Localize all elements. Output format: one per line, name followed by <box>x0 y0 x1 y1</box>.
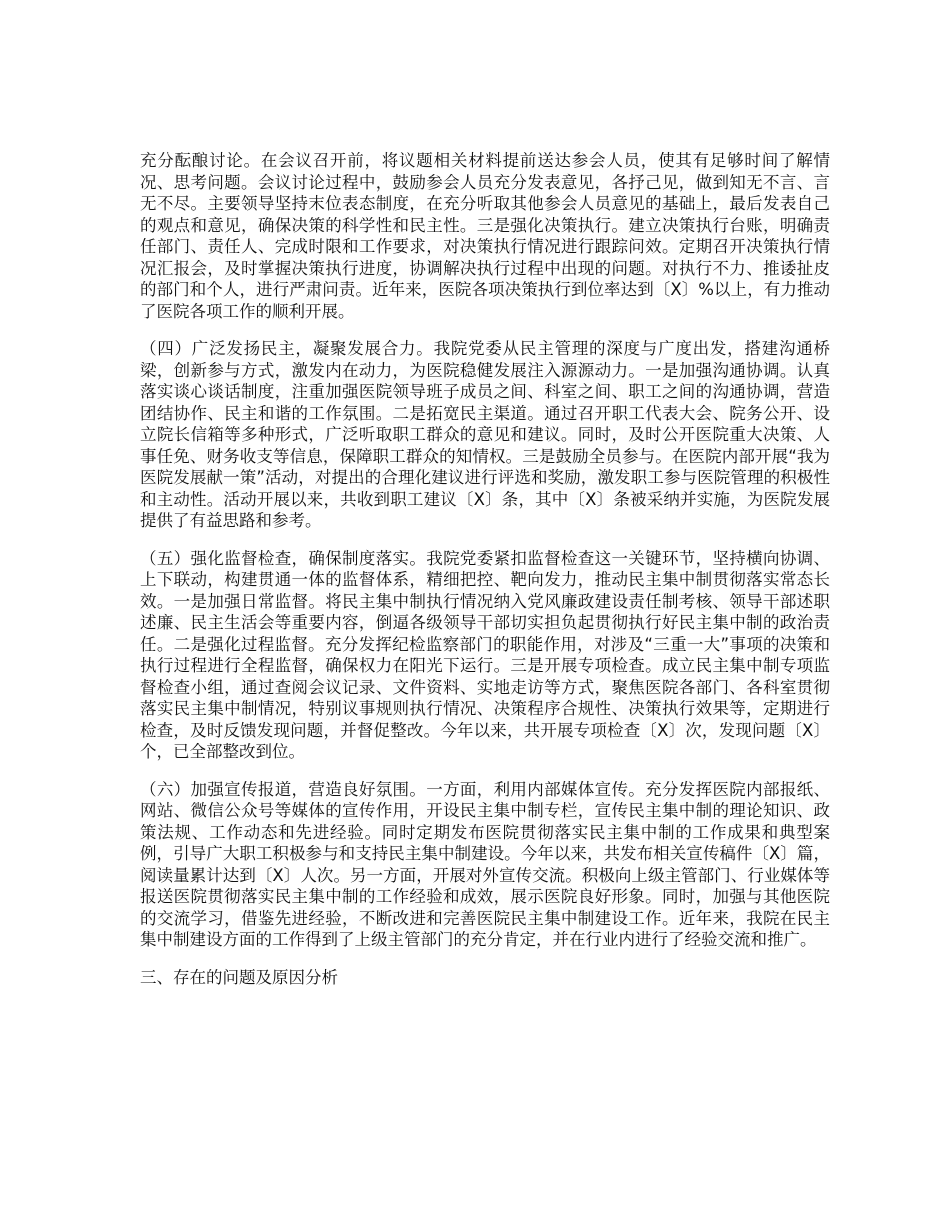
paragraph-supervision-inspection: （五）强化监督检查，确保制度落实。我院党委紧扣监督检查这一关键环节，坚持横向协调、上下联动，构建贯通一体的监督体系，精细把控、靶向发力，推动民主集中制贯彻落实常态长效。一是加强日常监督。将民主集中制执行情况纳入党风廉政建设责任制考核、领导干部述职述廉、民主生活会等重要内容，倒逼各级领导干部切实担负起贯彻执行好民主集中制的政治责任。二是强化过程监督。充分发挥纪检监察部门的职能作用，对涉及“三重一大”事项的决策和执行过程进行全程监督，确保权力在阳光下运行。三是开展专项检查。成立民主集中制专项监督检查小组，通过查阅会议记录、文件资料、实地走访等方式，聚焦医院各部门、各科室贯彻落实民主集中制情况，特别议事规则执行情况、决策程序合规性、决策执行效果等，定期进行检查，及时反馈发现问题，并督促整改。今年以来，共开展专项检查〔X〕次，发现问题〔X〕个，已全部整改到位。 <box>140 548 830 761</box>
paragraph-promote-democracy: （四）广泛发扬民主，凝聚发展合力。我院党委从民主管理的深度与广度出发，搭建沟通桥梁，创新参与方式，激发内在动力，为医院稳健发展注入源源动力。一是加强沟通协调。认真落实谈心谈话制度，注重加强医院领导班子成员之间、科室之间、职工之间的沟通协调，营造团结协作、民主和谐的工作氛围。二是拓宽民主渠道。通过召开职工代表大会、院务公开、设立院长信箱等多种形式，广泛听取职工群众的意见和建议。同时，及时公开医院重大决策、人事任免、财务收支等信息，保障职工群众的知情权。三是鼓励全员参与。在医院内部开展“我为医院发展献一策”活动，对提出的合理化建议进行评选和奖励，激发职工参与医院管理的积极性和主动性。活动开展以来，共收到职工建议〔X〕条，其中〔X〕条被采纳并实施，为医院发展提供了有益思路和参考。 <box>140 339 830 530</box>
document-page <box>140 150 830 989</box>
paragraph-publicity-reporting: （六）加强宣传报道，营造良好氛围。一方面，利用内部媒体宣传。充分发挥医院内部报纸、网站、微信公众号等媒体的宣传作用，开设民主集中制专栏，宣传民主集中制的理论知识、政策法规、工作动态和先进经验。同时定期发布医院贯彻落实民主集中制的工作成果和典型案例，引导广大职工积极参与和支持民主集中制建设。今年以来，共发布相关宣传稿件〔X〕篇，阅读量累计达到〔X〕人次。另一方面，开展对外宣传交流。积极向上级主管部门、行业媒体等报送医院贯彻落实民主集中制的工作经验和成效，展示医院良好形象。同时，加强与其他医院的交流学习，借鉴先进经验，不断改进和完善医院民主集中制建设工作。近年来，我院在民主集中制建设方面的工作得到了上级主管部门的充分肯定，并在行业内进行了经验交流和推广。 <box>140 779 830 949</box>
paragraph-decision-execution: 充分酝酿讨论。在会议召开前，将议题相关材料提前送达参会人员，使其有足够时间了解情况、思考问题。会议讨论过程中，鼓励参会人员充分发表意见，各抒己见，做到知无不言、言无不尽。主要领导坚持末位表态制度，在充分听取其他参会人员意见的基础上，最后发表自己的观点和意见，确保决策的科学性和民主性。三是强化决策执行。建立决策执行台账，明确责任部门、责任人、完成时限和工作要求，对决策执行情况进行跟踪问效。定期召开决策执行情况汇报会，及时掌握决策执行进度，协调解决执行过程中出现的问题。对执行不力、推诿扯皮的部门和个人，进行严肃问责。近年来，医院各项决策执行到位率达到〔X〕%以上，有力推动了医院各项工作的顺利开展。 <box>140 151 830 321</box>
section-heading: 三、存在的问题及原因分析 <box>140 967 338 987</box>
